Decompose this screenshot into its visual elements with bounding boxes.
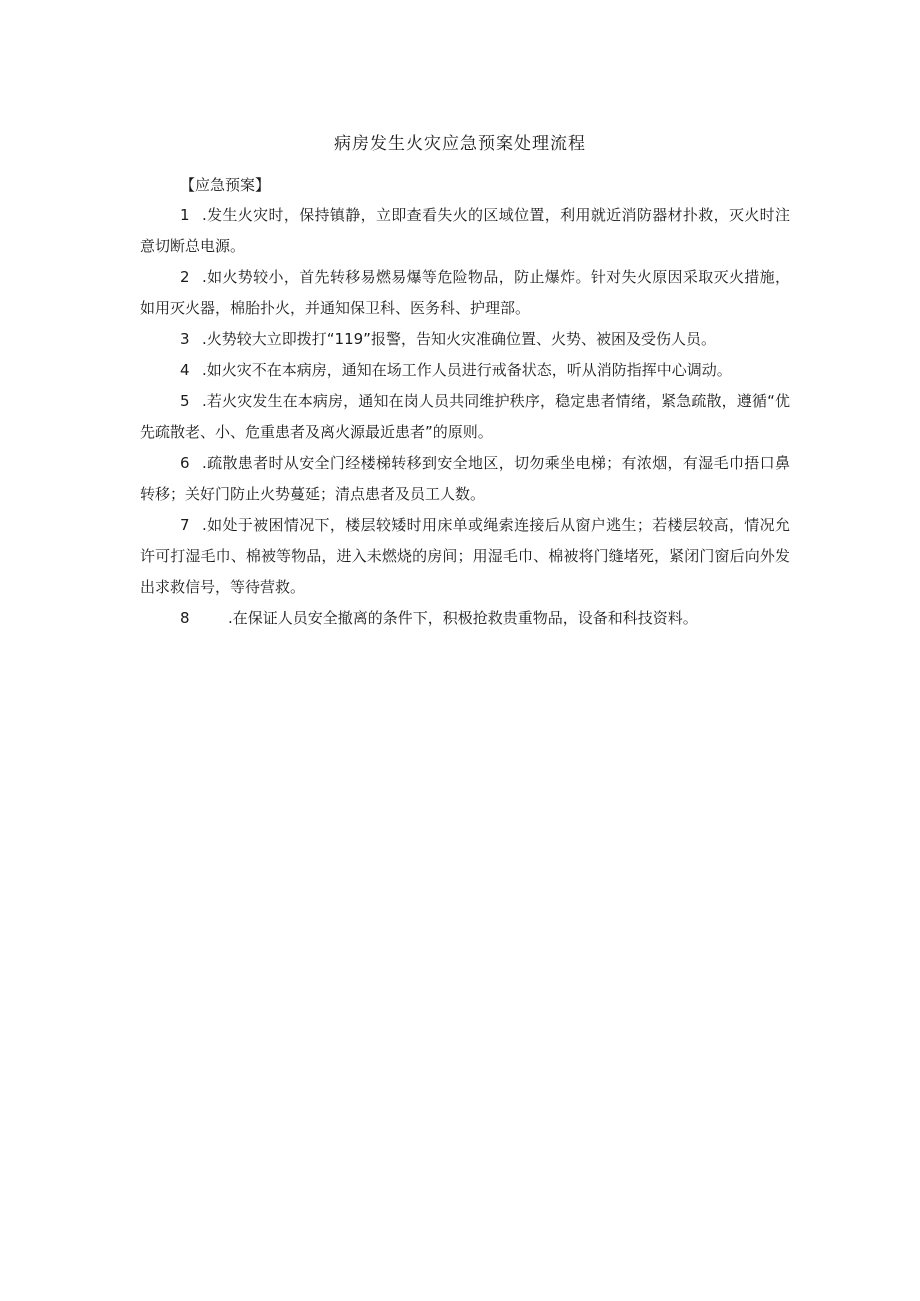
list-item (140, 448, 790, 510)
item-text: .如火势较小，首先转移易燃易爆等危险物品，防止爆炸。针对失火原因采取灭火措施，如用灭火器，棉胎扑火，并通知保卫科、医务科、护理部。 (140, 268, 790, 317)
item-number: 3 (180, 330, 190, 348)
list-item (140, 200, 790, 262)
list-item (140, 355, 790, 386)
item-text: .若火灾发生在本病房，通知在岗人员共同维护秩序，稳定患者情绪，紧急疏散，遵循“优先疏散老、小、危重患者及离火源最近患者”的原则。 (140, 392, 790, 441)
item-text: .如火灾不在本病房，通知在场工作人员进行戒备状态，听从消防指挥中心调动。 (202, 361, 732, 379)
item-number: 6 (180, 454, 190, 472)
document-body (140, 200, 790, 634)
item-text: .如处于被困情况下，楼层较矮时用床单或绳索连接后从窗户逃生；若楼层较高，情况允许可打湿毛巾、棉被等物品，进入未燃烧的房间；用湿毛巾、棉被将门缝堵死，紧闭门窗后向外发出求救信号，等待营救。 (140, 516, 790, 596)
item-text: .在保证人员安全撤离的条件下，积极抢救贵重物品，设备和科技资料。 (228, 609, 698, 627)
list-item (140, 262, 790, 324)
item-number: 5 (180, 392, 190, 410)
list-item (140, 386, 790, 448)
item-number: 4 (180, 361, 190, 379)
item-number: 8 (180, 609, 190, 627)
item-number: 7 (180, 516, 190, 534)
item-number: 2 (180, 268, 190, 286)
document-title: 病房发生火灾应急预案处理流程 (334, 134, 586, 154)
item-number: 1 (180, 206, 190, 224)
section-heading: 【应急预案】 (180, 176, 271, 194)
list-item (140, 603, 790, 634)
list-item (140, 324, 790, 355)
item-text: .火势较大立即拨打“119”报警，告知火灾准确位置、火势、被困及受伤人员。 (202, 330, 716, 348)
item-text: .发生火灾时，保持镇静，立即查看失火的区域位置，利用就近消防器材扑救，灭火时注意切断总电源。 (140, 206, 790, 255)
item-text: .疏散患者时从安全门经楼梯转移到安全地区，切勿乘坐电梯；有浓烟，有湿毛巾捂口鼻转移；关好门防止火势蔓延；清点患者及员工人数。 (140, 454, 790, 503)
list-item (140, 510, 790, 603)
